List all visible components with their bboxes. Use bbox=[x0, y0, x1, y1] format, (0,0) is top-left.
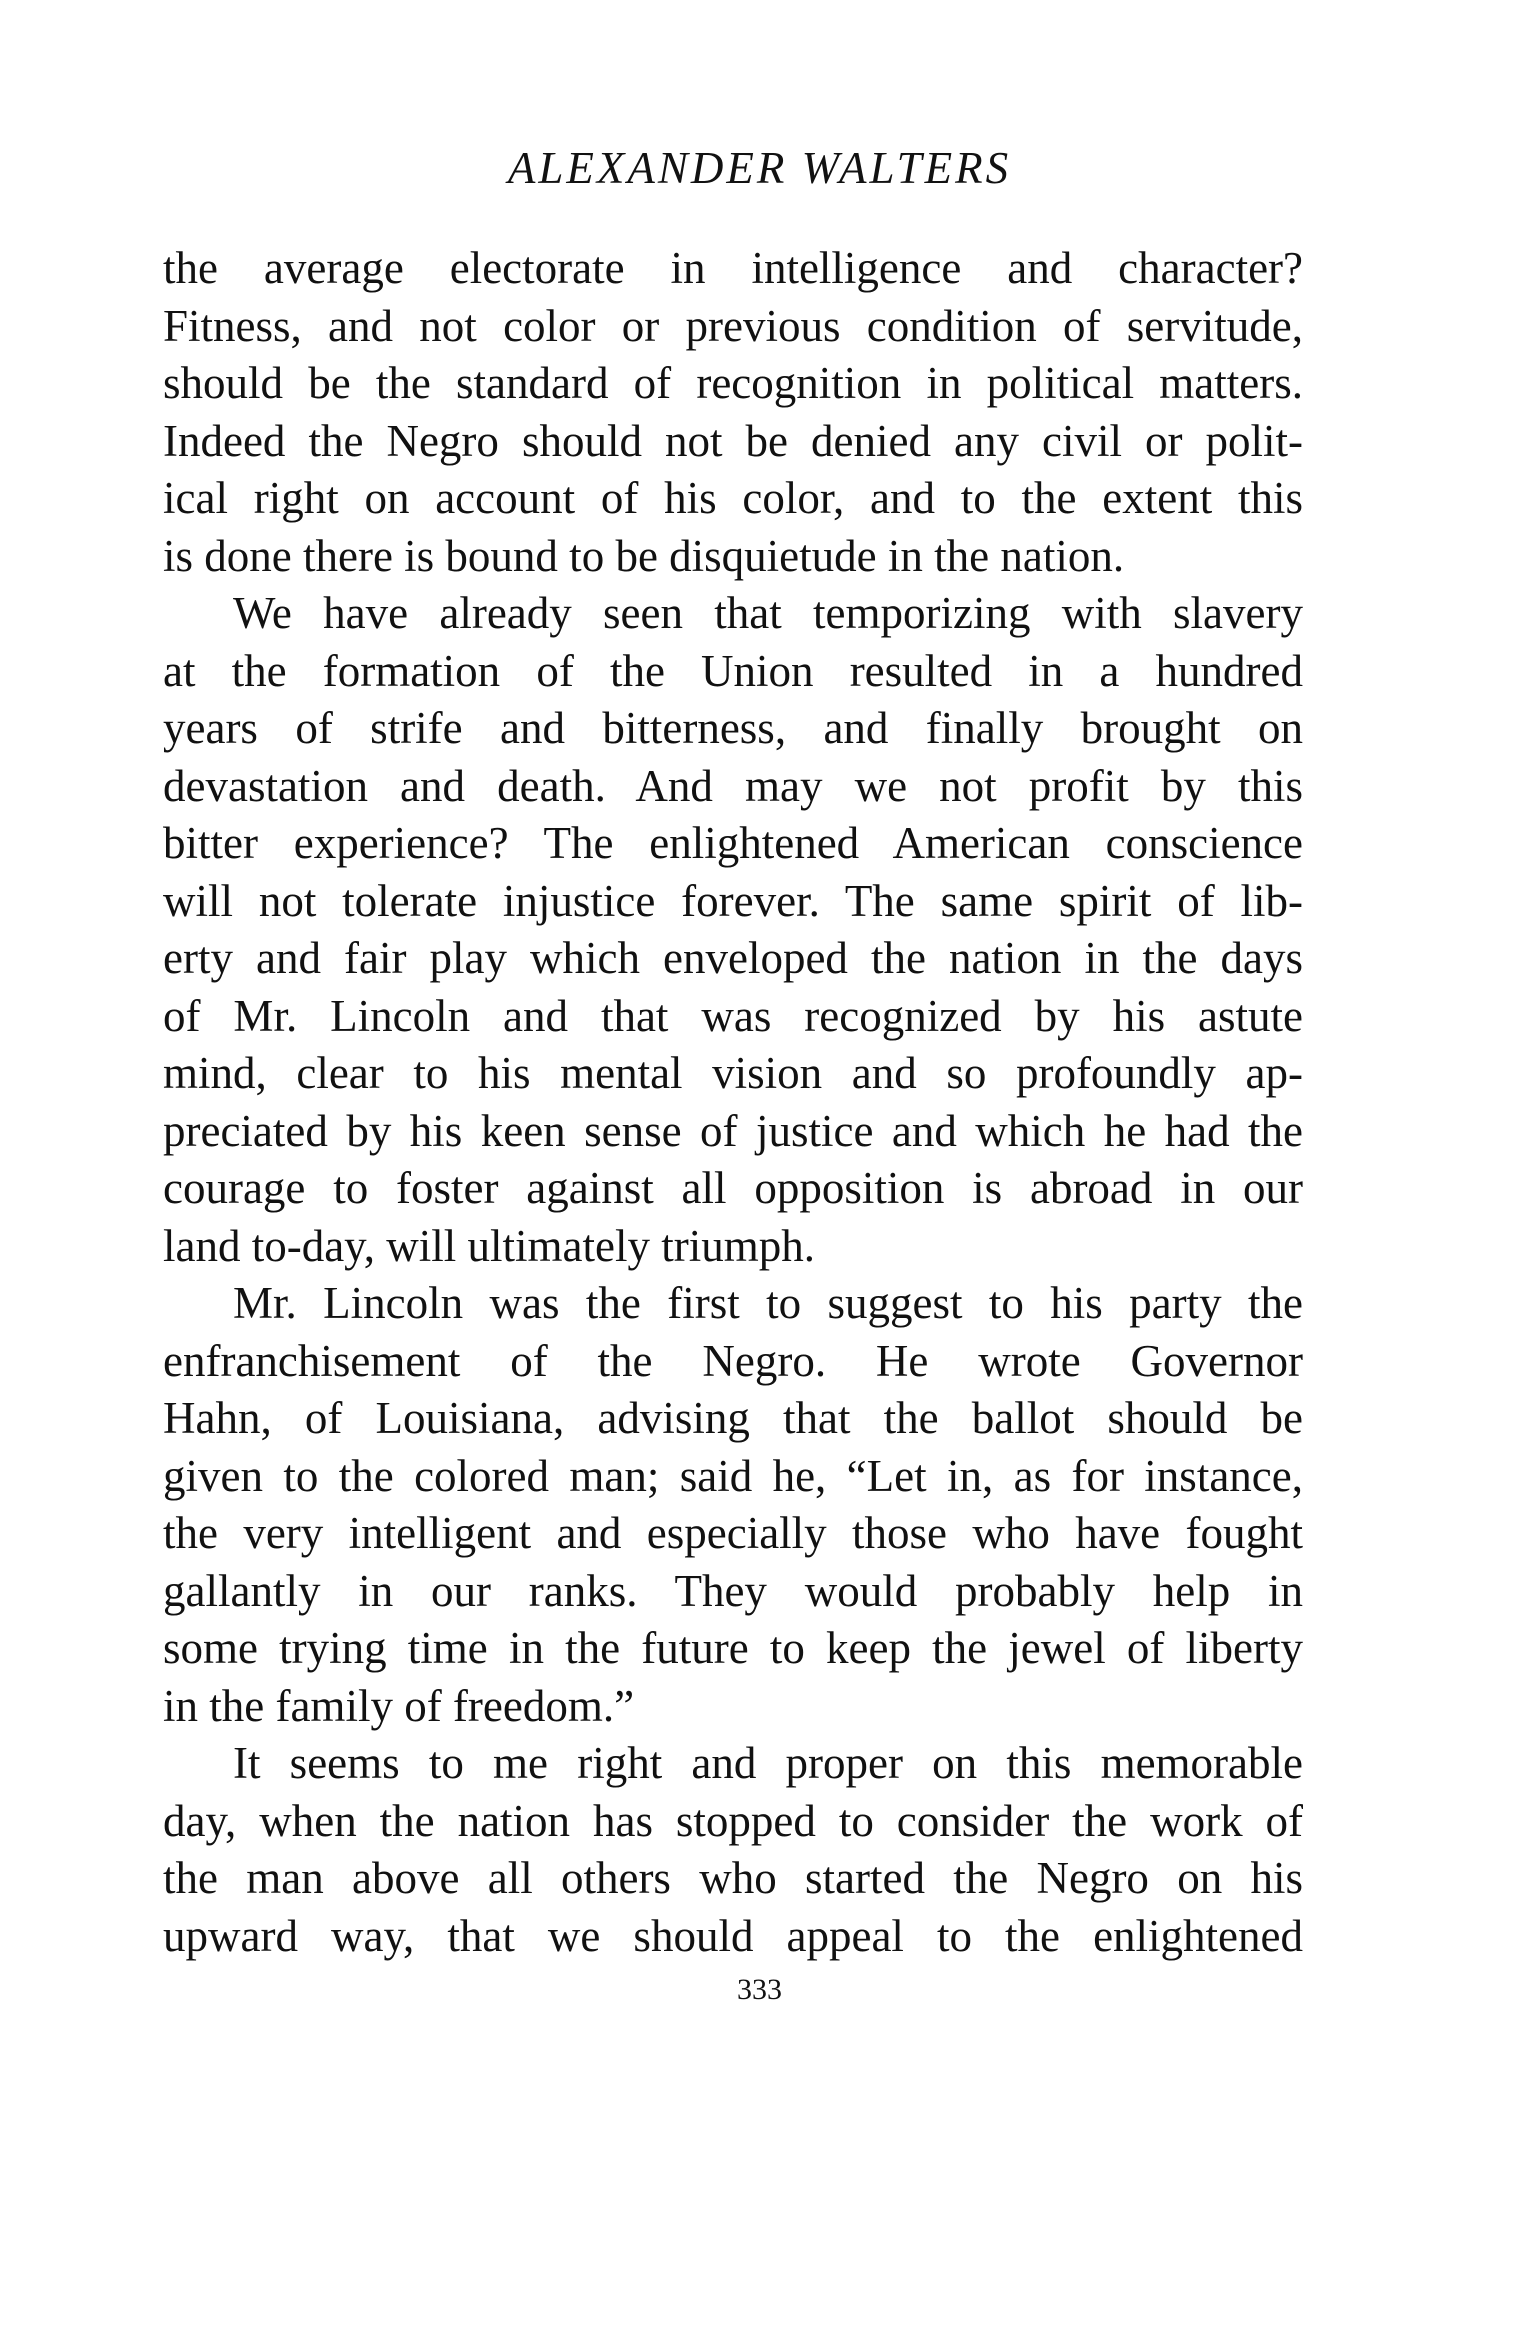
text-line: land to-day, will ultimately triumph. bbox=[163, 1220, 815, 1271]
text-line: the man above all others who started the Negro on his bbox=[163, 1853, 1303, 1903]
page-number: 333 bbox=[737, 1973, 782, 2006]
text-line: bitter experience? The enlightened American conscience bbox=[163, 818, 1303, 868]
text-line: of Mr. Lincoln and that was recognized by his astute bbox=[163, 990, 1303, 1041]
text-line: It seems to me right and proper on this memorable bbox=[233, 1738, 1303, 1788]
text-line: should be the standard of recognition in political matters. bbox=[163, 358, 1303, 408]
text-line: gallantly in our ranks. They would probably help in bbox=[163, 1565, 1303, 1616]
text-line: preciated by his keen sense of justice and which he had the bbox=[163, 1105, 1303, 1156]
text-line: We have already seen that temporizing with slavery bbox=[233, 588, 1303, 638]
text-line: the very intelligent and especially those who have fought bbox=[163, 1508, 1303, 1558]
running-head: ALEXANDER WALTERS bbox=[507, 143, 1012, 193]
text-line: is done there is bound to be disquietude in the nation. bbox=[163, 530, 1125, 581]
text-line: at the formation of the Union resulted in a hundred bbox=[163, 645, 1303, 696]
text-line: given to the colored man; said he, “Let in, as for instance, bbox=[163, 1450, 1303, 1501]
text-line: the average electorate in intelligence and character? bbox=[163, 243, 1303, 293]
text-line: will not tolerate injustice forever. The same spirit of lib- bbox=[163, 875, 1303, 926]
text-line: enfranchisement of the Negro. He wrote Governor bbox=[163, 1335, 1303, 1386]
text-line: some trying time in the future to keep the jewel of liberty bbox=[163, 1623, 1303, 1673]
text-line: Hahn, of Louisiana, advising that the ballot should be bbox=[163, 1393, 1303, 1443]
body-text bbox=[163, 240, 1303, 1965]
text-line: erty and fair play which enveloped the nation in the days bbox=[163, 933, 1303, 983]
text-line: Fitness, and not color or previous condition of servitude, bbox=[163, 300, 1303, 351]
text-line: upward way, that we should appeal to the enlightened bbox=[163, 1910, 1303, 1961]
text-line: ical right on account of his color, and to the extent this bbox=[163, 473, 1303, 523]
text-line: mind, clear to his mental vision and so profoundly ap- bbox=[163, 1048, 1303, 1098]
text-line: years of strife and bitterness, and finally brought on bbox=[163, 703, 1303, 753]
text-line: Indeed the Negro should not be denied any civil or polit- bbox=[163, 415, 1303, 466]
text-line: day, when the nation has stopped to consider the work of bbox=[163, 1795, 1303, 1846]
text-line: Mr. Lincoln was the first to suggest to his party the bbox=[233, 1278, 1303, 1328]
text-line: in the family of freedom.” bbox=[163, 1680, 635, 1731]
text-line: courage to foster against all opposition is abroad in our bbox=[163, 1163, 1303, 1213]
text-line: devastation and death. And may we not profit by this bbox=[163, 760, 1303, 811]
